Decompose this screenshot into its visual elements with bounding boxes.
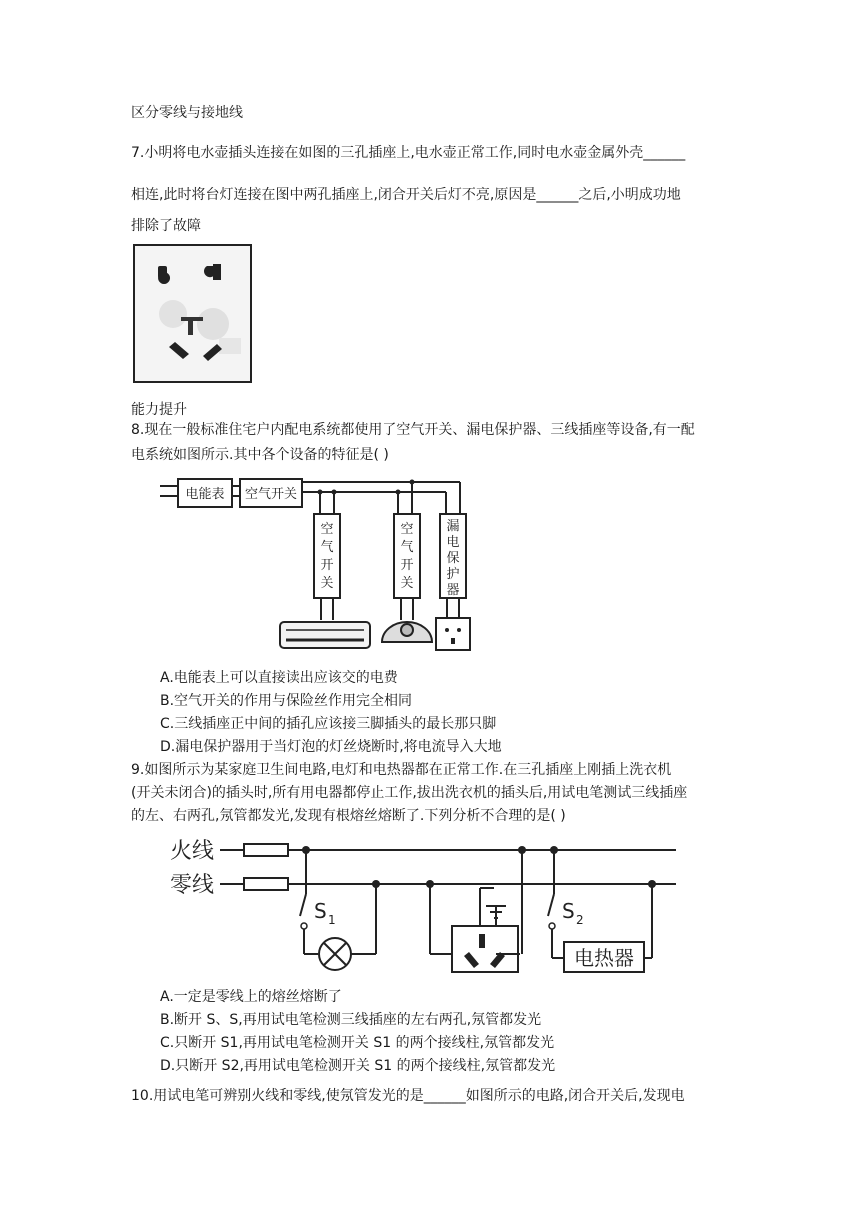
s2-subscript: 2 <box>576 913 584 927</box>
switch1-char: 空 <box>320 522 334 537</box>
q9-option-a: A.一定是零线上的熔丝熔断了 <box>160 989 342 1005</box>
q8-option-c: C.三线插座正中间的插孔应该接三脚插头的最长那只脚 <box>160 716 497 732</box>
heater-label: 电热器 <box>574 946 634 970</box>
s1-subscript: 1 <box>328 913 336 927</box>
q9-line3: 的左、右两孔,氖管都发光,发现有根熔丝熔断了.下列分析不合理的是( ) <box>131 808 566 824</box>
q10-line1: 10.用试电笔可辨别火线和零线,使氖管发光的是______如图所示的电路,闭合开关后,发现电 <box>131 1088 685 1104</box>
q8-line2: 电系统如图所示.其中各个设备的特征是( ) <box>131 447 389 463</box>
q7-line2: 相连,此时将台灯连接在图中两孔插座上,闭合开关后灯不亮,原因是______之后,小明成功地 <box>131 187 681 203</box>
switch1-char: 气 <box>320 540 334 555</box>
socket-figure <box>133 244 253 384</box>
q8-line1: 8.现在一般标准住宅户内配电系统都使用了空气开关、漏电保护器、三线插座等设备,有一配 <box>131 422 695 438</box>
neutral-wire-label: 零线 <box>170 873 215 898</box>
meter-label: 电能表 <box>185 487 225 502</box>
protector-char: 漏 <box>446 519 460 534</box>
q9-option-c: C.只断开 S1,再用试电笔检测开关 S1 的两个接线柱,氖管都发光 <box>160 1035 555 1051</box>
q8-option-a: A.电能表上可以直接读出应该交的电费 <box>160 670 398 686</box>
q8-option-d: D.漏电保护器用于当灯泡的灯丝烧断时,将电流导入大地 <box>160 739 502 755</box>
q7-line1: 7.小明将电水壶插头连接在如图的三孔插座上,电水壶正常工作,同时电水壶金属外壳______ <box>131 145 686 161</box>
q8-option-b: B.空气开关的作用与保险丝作用完全相同 <box>160 693 413 709</box>
q9-option-b: B.断开 S、S,再用试电笔检测三线插座的左右两孔,氖管都发光 <box>160 1012 542 1028</box>
main-switch-label: 空气开关 <box>244 487 298 502</box>
distribution-figure <box>160 470 505 655</box>
q9-option-d: D.只断开 S2,再用试电笔检测开关 S1 的两个接线柱,氖管都发光 <box>160 1058 556 1074</box>
live-wire-label: 火线 <box>170 839 215 864</box>
q7-line3: 排除了故障 <box>131 218 201 234</box>
s2-label: S <box>562 899 575 923</box>
protector-char: 电 <box>446 535 460 550</box>
s1-label: S <box>314 899 327 923</box>
switch1-char: 开 <box>320 558 334 573</box>
q9-line1: 9.如图所示为某家庭卫生间电路,电灯和电热器都在正常工作.在三孔插座上刚插上洗衣机 <box>131 762 672 778</box>
protector-char: 器 <box>446 583 460 598</box>
switch1-char: 关 <box>320 576 334 591</box>
q9-line2: (开关未闭合)的插头时,所有用电器都停止工作,拔出洗衣机的插头后,用试电笔测试三线插座 <box>131 785 688 801</box>
switch2-char: 气 <box>400 540 414 555</box>
switch2-char: 开 <box>400 558 414 573</box>
protector-char: 保 <box>446 551 460 566</box>
circuit-figure <box>170 832 680 980</box>
switch2-char: 空 <box>400 522 414 537</box>
section-title: 能力提升 <box>131 402 187 418</box>
protector-char: 护 <box>446 567 460 582</box>
intro-line: 区分零线与接地线 <box>131 105 243 121</box>
switch2-char: 关 <box>400 576 414 591</box>
